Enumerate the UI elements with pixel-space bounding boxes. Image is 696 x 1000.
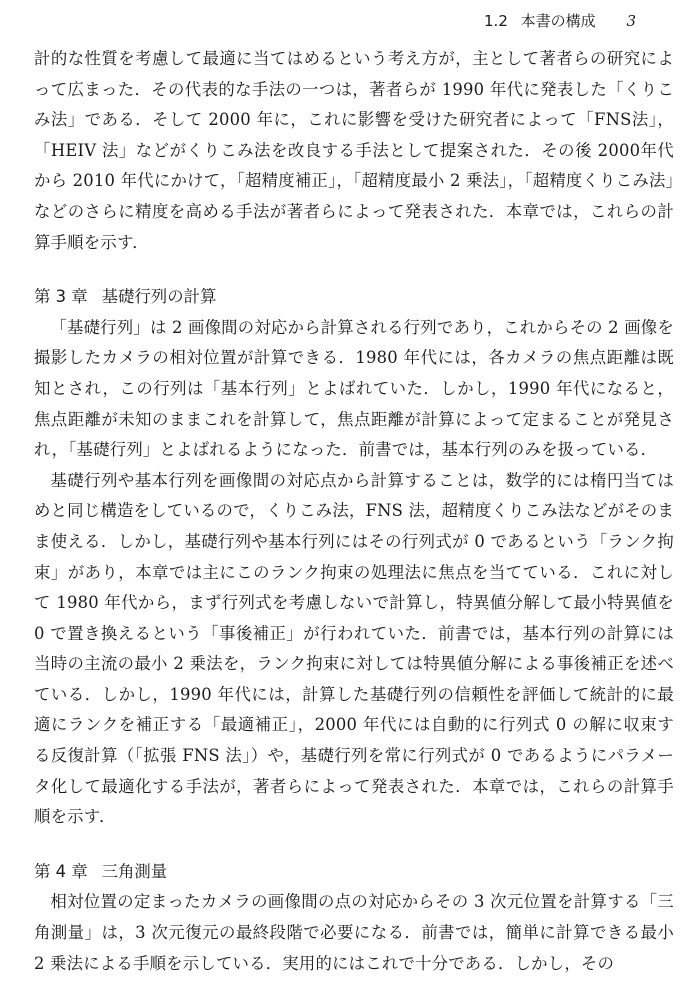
chapter-4-label: 第 4 章 — [34, 861, 88, 881]
chapter-3-paragraph-2: 基礎行列や基本行列を画像間の対応点から計算することは，数学的には楕円当てはめと同じ構造をしているので，くりこみ法，FNS 法，超精度くりこみ法などがそのまま使える．しかし，基礎行列や基本行列にはその行列式が 0 であるという「ランク拘束」があり，本章では主にこのランク拘束の処理法に焦点を当てている．これに対して 1980 年代から，まず行列式を考慮しないで計算し，特異値分解して最小特異値を 0 で置き換えるという「事後補正」が行われていた．前書では，基本行列の計算には当時の主流の最小 2 乗法を，ランク拘束に対しては特異値分解による事後補正を述べている．しかし，1990 年代には，計算した基礎行列の信頼性を評価して統計的に最適にランクを補正する「最適補正」，2000 年代には自動的に行列式 0 の解に収束する反復計算（「拡張 FNS 法」）や，基礎行列を常に行列式が 0 であるようにパラメータ化して最適化する手法が，著者らによって発表された．本章では，これらの計算手順を示す． — [34, 470, 674, 827]
chapter-3-label: 第 3 章 — [34, 287, 88, 307]
chapter-4-title: 三角測量 — [101, 861, 168, 881]
page-number: 3 — [626, 12, 636, 30]
chapter-3-paragraph-1: 「基礎行列」は 2 画像間の対応から計算される行列であり，これからその 2 画像を撮影したカメラの相対位置が計算できる．1980 年代には，各カメラの焦点距離は既知とされ，この行列は「基本行列」とよばれていた．しかし，1990 年代になると，焦点距離が未知のままこれを計算して，焦点距離が計算によって定まることが発見され，「基礎行列」とよばれるようになった．前書では，基本行列のみを扱っている． — [34, 317, 674, 460]
chapter-4-paragraph-1: 相対位置の定まったカメラの画像間の点の対応からその 3 次元位置を計算する「三角測量」は，3 次元復元の最終段階で必要になる．前書では，簡単に計算できる最小 2 乗法による手順を示している．実用的にはこれで十分である．しかし，その — [34, 892, 674, 973]
section-title: 本書の構成 — [520, 12, 596, 30]
chapter-3-title: 基礎行列の計算 — [101, 287, 217, 307]
intro-paragraph: 計的な性質を考慮して最適に当てはめるという考え方が，主として著者らの研究によって広まった．その代表的な手法の一つは，著者らが 1990 年代に発表した「くりこみ法」である．そして 2000 年に，これに影響を受けた研究者によって「FNS法」，「HEIV 法」などがくりこみ法を改良する手法として提案された．その後 2000年代から 2010 年代にかけて，「超精度補正」，「超精度最小 2 乗法」，「超精度くりこみ法」などのさらに精度を高める手法が著者らによって発表された．本章では，これらの計算手順を示す． — [34, 49, 674, 252]
running-header — [484, 10, 636, 32]
chapter-3-heading — [34, 282, 674, 313]
chapter-4-heading — [34, 857, 674, 888]
section-number: 1.2 — [484, 12, 508, 30]
page-body — [34, 44, 674, 979]
